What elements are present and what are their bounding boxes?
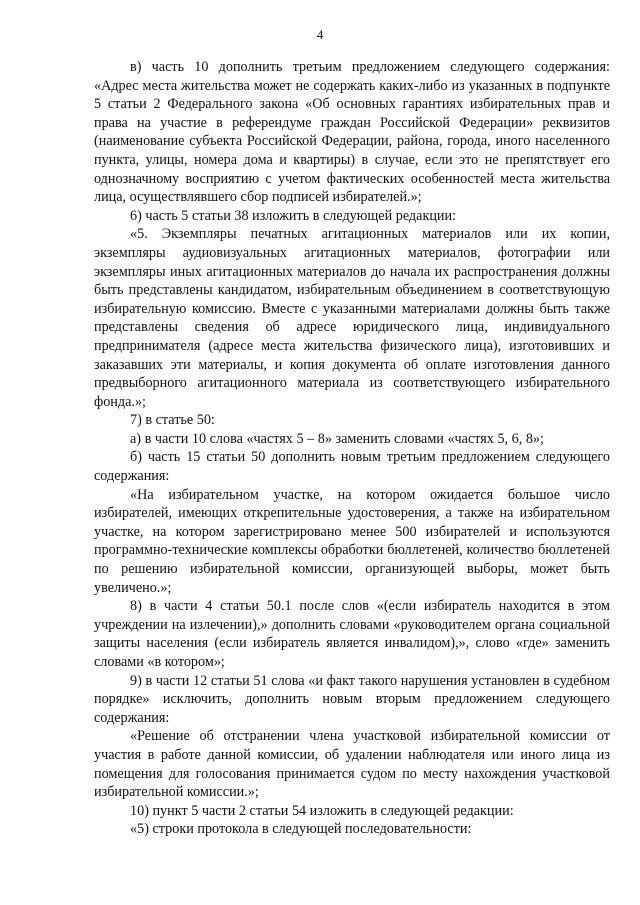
paragraph-item-6: 6) часть 5 статьи 38 изложить в следующей редакции: (130, 207, 457, 224)
document-body (94, 58, 610, 839)
quoted-text-article-54: «5) строки протокола в следующей последовательности: (130, 821, 472, 838)
page-number: 4 (316, 27, 324, 42)
paragraph-item-7a: а) в части 10 слова «частях 5 – 8» заменить словами «частях 5, 6, 8»; (130, 430, 544, 447)
paragraph-item-9: 9) в части 12 статьи 51 слова «и факт такого нарушения установлен в судебном порядке» исключить, дополнить новым вторым предложением следующего содержания: (94, 672, 610, 726)
paragraph-item-8: 8) в части 4 статьи 50.1 после слов «(если избиратель находится в этом учреждении на излечении),» дополнить словами «руководителем органа социальной защиты населения (если избиратель является инвалидом),», слово «где» заменить словами «в котором»; (94, 598, 610, 670)
paragraph-item-10: 10) пункт 5 части 2 статьи 54 изложить в следующей редакции: (130, 802, 514, 819)
quoted-text-article-50: «На избирательном участке, на котором ожидается большое число избирателей, имеющих открепительные удостоверения, а также на избирательном участке, на котором зарегистрировано менее 500 избирателей и используются программно-технические комплексы обработки бюллетеней, количество бюллетеней по решению избирательной комиссии, организующей выборы, может быть увеличено.»; (94, 486, 610, 596)
paragraph-item-v: в) часть 10 дополнить третьим предложением следующего содержания: «Адрес места жительства может не содержать каких-либо из указанных в подпункте 5 статьи 2 Федерального закона «Об основных гарантиях избирательных прав и права на участие в референдуме граждан Российской Федерации» реквизитов (наименование субъекта Российской Федерации, района, города, иного населенного пункта, улицы, номера дома и квартиры) в случае, если это не препятствует его однозначному восприятию с учетом фактических особенностей места жительства лица, осуществлявшего сбор подписей избирателей.»; (94, 59, 610, 206)
quoted-text-article-38: «5. Экземпляры печатных агитационных материалов или их копии, экземпляры аудиовизуальных агитационных материалов, фотографии или экземпляры иных агитационных материалов до начала их распространения должны быть представлены кандидатом, избирательным объединением в соответствующую избирательную комиссию. Вместе с указанными материалами должны быть также представлены сведения об адресе юридического лица, индивидуального предпринимателя (адресе места жительства физического лица), изготовивших и заказавших эти материалы, и копия документа об оплате изготовления данного предвыборного агитационного материала из соответствующего избирательного фонда.»; (94, 226, 610, 410)
paragraph-item-7b: б) часть 15 статьи 50 дополнить новым третьим предложением следующего содержания: (94, 449, 610, 485)
paragraph-item-7: 7) в статье 50: (130, 412, 215, 429)
quoted-text-article-51: «Решение об отстранении члена участковой избирательной комиссии от участия в работе данной комиссии, об удалении наблюдателя или иного лица из помещения для голосования принимается судом по месту нахождения участковой избирательной комиссии.»; (94, 728, 610, 801)
